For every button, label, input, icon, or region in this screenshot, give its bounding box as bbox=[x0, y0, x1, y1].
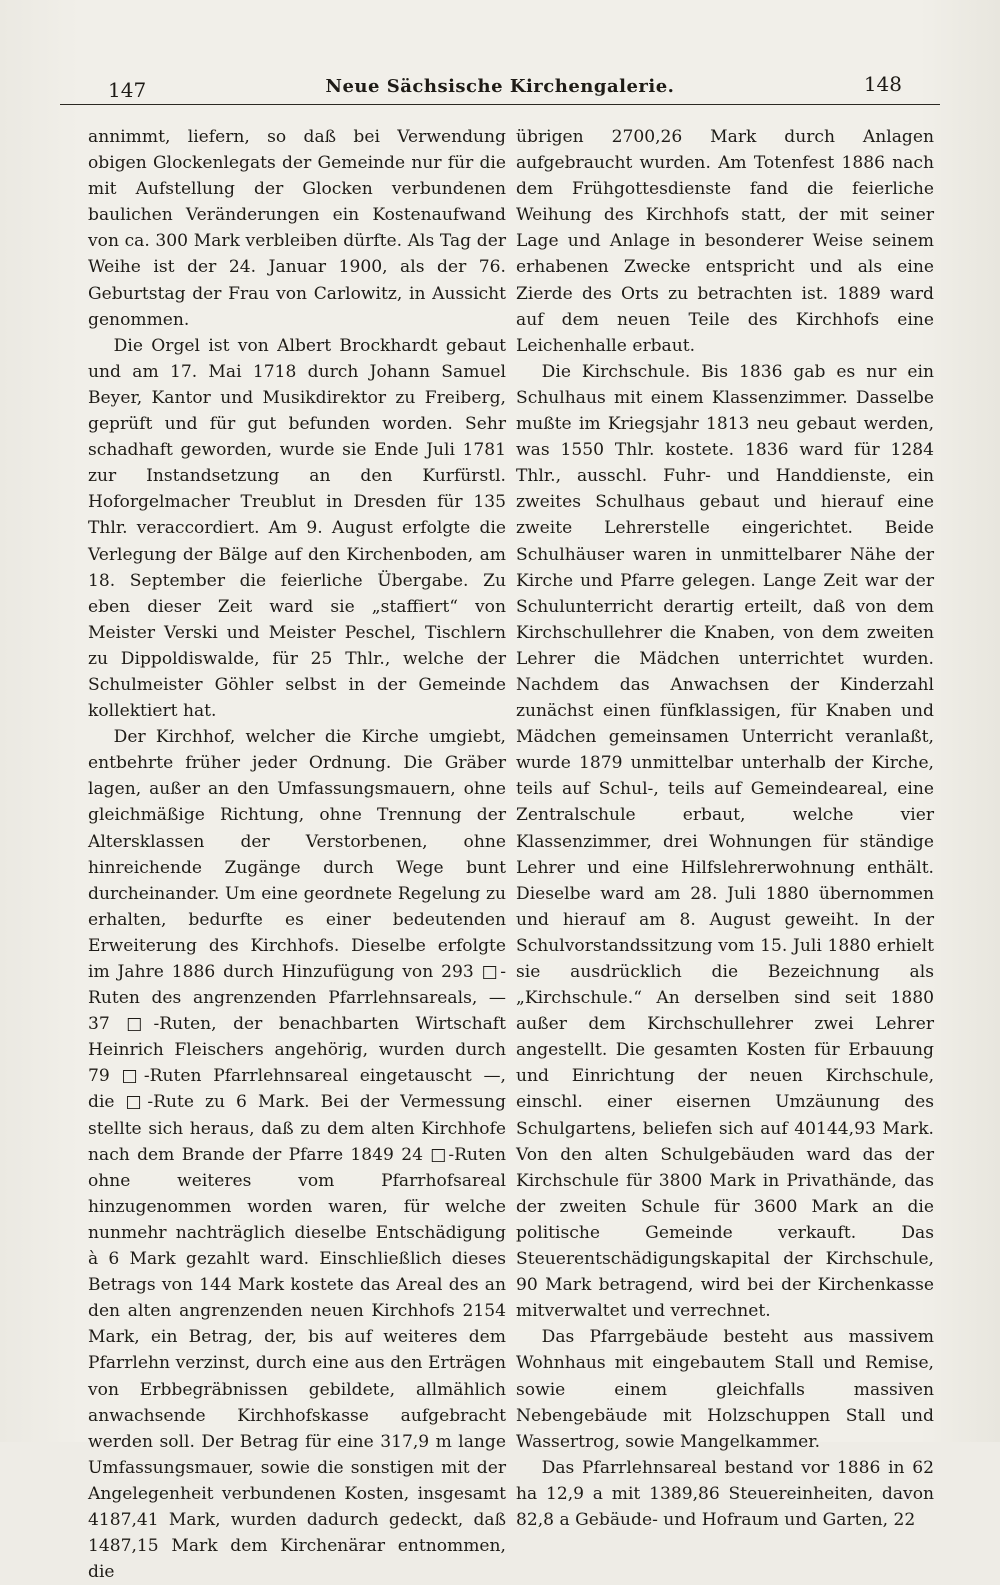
paragraph-kirchhof: Der Kirchhof, welcher die Kirche umgiebt, entbehrte früher jeder Ordnung. Die Gräber lagen, außer an den Umfassungsmauern, ohne gleichmäßige Richtung, ohne Trennung der Altersklassen der Verstorbenen, ohne hinreichende Zugänge durch Wege bunt durcheinander. Um eine geordnete Regelung zu erhalten, bedurfte es einer bedeutenden Erweiterung des Kirchhofs. Dieselbe erfolgte im Jahre 1886 durch Hinzufügung von 293 □-Ruten des angrenzenden Pfarrlehnsareals, — 37 □-Ruten, der benachbarten Wirtschaft Heinrich Fleischers angehörig, wurden durch 79 □-Ruten Pfarrlehnsareal eingetauscht —, die □-Rute zu 6 Mark. Bei der Vermessung stellte sich heraus, daß zu dem alten Kirchhofe nach dem Brande der Pfarre 1849 24 □-Ruten ohne weiteres vom Pfarrhofsareal hinzugenommen worden waren, für welche nunmehr nachträglich dieselbe Entschädigung à 6 Mark gezahlt ward. Einschließlich dieses Betrags von 144 Mark kostete das Areal des an den alten angrenzenden neuen Kirchhofs 2154 Mark, ein Betrag, der, bis auf weiteres dem Pfarrlehn verzinst, durch eine aus den Erträgen von Erbbegräbnissen gebildete, allmählich anwachsende Kirchhofskasse aufgebracht werden soll. Der Betrag für eine 317,9 m lange Umfassungsmauer, sowie die sonstigen mit der Angelegenheit verbundenen Kosten, insgesamt 4187,41 Mark, wurden dadurch gedeckt, daß 1487,15 Mark dem Kirchenärar entnommen, die bbox=[88, 727, 506, 1583]
paragraph-pfarrlehnsareal: Das Pfarrlehnsareal bestand vor 1886 in 62 ha 12,9 a mit 1389,86 Steuereinheiten, davon 82,8 a Gebäude- und Hofraum und Garten, 22 bbox=[516, 1457, 934, 1530]
paragraph-glocken: annimmt, liefern, so daß bei Verwendung obigen Glockenlegats der Gemeinde nur für die mit Aufstellung der Glocken verbundenen baulichen Veränderungen ein Kostenaufwand von ca. 300 Mark verbleiben dürfte. Als Tag der Weihe ist der 24. Januar 1900, als der 76. Geburtstag der Frau von Carlowitz, in Aussicht genommen. bbox=[88, 127, 506, 330]
paragraph-orgel: Die Orgel ist von Albert Brockhardt gebaut und am 17. Mai 1718 durch Johann Samuel Beyer, Kantor und Musikdirektor zu Freiberg, geprüft und für gut befunden worden. Sehr schadhaft geworden, wurde sie Ende Juli 1781 zur Instandsetzung an den Kurfürstl. Hoforgelmacher Treublut in Dresden für 135 Thlr. veraccordiert. Am 9. August erfolgte die Verlegung der Bälge auf den Kirchenboden, am 18. September die feierliche Übergabe. Zu eben dieser Zeit ward sie „staffiert“ von Meister Verski und Meister Peschel, Tischlern zu Dippoldiswalde, für 25 Thlr., welche der Schulmeister Göhler selbst in der Gemeinde kollektiert hat. bbox=[88, 335, 506, 722]
page-header bbox=[60, 64, 940, 105]
paragraph-pfarrgebaeude: Das Pfarrgebäude besteht aus massivem Wohnhaus mit eingebautem Stall und Remise, sowie einem gleichfalls massiven Nebengebäude mit Holzschuppen Stall und Wassertrog, sowie Mangelkammer. bbox=[516, 1327, 934, 1452]
left-column bbox=[88, 124, 506, 1585]
right-column bbox=[516, 124, 934, 1533]
paragraph-kirchschule: Die Kirchschule. Bis 1836 gab es nur ein Schulhaus mit einem Klassenzimmer. Dasselbe mußte im Kriegsjahr 1813 neu gebaut werden, was 1550 Thlr. kostete. 1836 ward für 1284 Thlr., ausschl. Fuhr- und Handdienste, ein zweites Schulhaus gebaut und hierauf eine zweite Lehrerstelle eingerichtet. Beide Schulhäuser waren in unmittelbarer Nähe der Kirche und Pfarre gelegen. Lange Zeit war der Schulunterricht derartig erteilt, daß von dem Kirchschullehrer die Knaben, von dem zweiten Lehrer die Mädchen unterrichtet wurden. Nachdem das Anwachsen der Kinderzahl zunächst einen fünfklassigen, für Knaben und Mädchen gemeinsamen Unterricht veranlaßt, wurde 1879 unmittelbar unterhalb der Kirche, teils auf Schul-, teils auf Gemeindeareal, eine Zentralschule erbaut, welche vier Klassenzimmer, drei Wohnungen für ständige Lehrer und eine Hilfslehrerwohnung enthält. Dieselbe ward am 28. Juli 1880 übernommen und hierauf am 8. August geweiht. In der Schulvorstandssitzung vom 15. Juli 1880 erhielt sie ausdrücklich die Bezeichnung als „Kirchschule.“ An derselben sind seit 1880 außer dem Kirchschullehrer zwei Lehrer angestellt. Die gesamten Kosten für Erbauung und Einrichtung der neuen Kirchschule, einschl. einer eisernen Umzäunung des Schulgartens, beliefen sich auf 40144,93 Mark. Von den alten Schulgebäuden ward das der Kirchschule für 3800 Mark in Privathände, das der zweiten Schule für 3600 Mark an die politische Gemeinde verkauft. Das Steuerentschädigungskapital der Kirchschule, 90 Mark betragend, wird bei der Kirchenkasse mitverwaltet und verrechnet. bbox=[516, 361, 934, 1322]
page-number-left: 147 bbox=[108, 78, 147, 102]
running-title: Neue Sächsische Kirchengalerie. bbox=[325, 76, 675, 97]
page-number-right: 148 bbox=[863, 72, 902, 96]
paragraph-kirchhof-cont: übrigen 2700,26 Mark durch Anlagen aufgebraucht wurden. Am Totenfest 1886 nach dem Frühgottesdienste fand die feierliche Weihung des Kirchhofs statt, der mit seiner Lage und Anlage in besonderer Weise seinem erhabenen Zwecke entspricht und als eine Zierde des Orts zu betrachten ist. 1889 ward auf dem neuen Teile des Kirchhofs eine Leichenhalle erbaut. bbox=[516, 127, 934, 356]
